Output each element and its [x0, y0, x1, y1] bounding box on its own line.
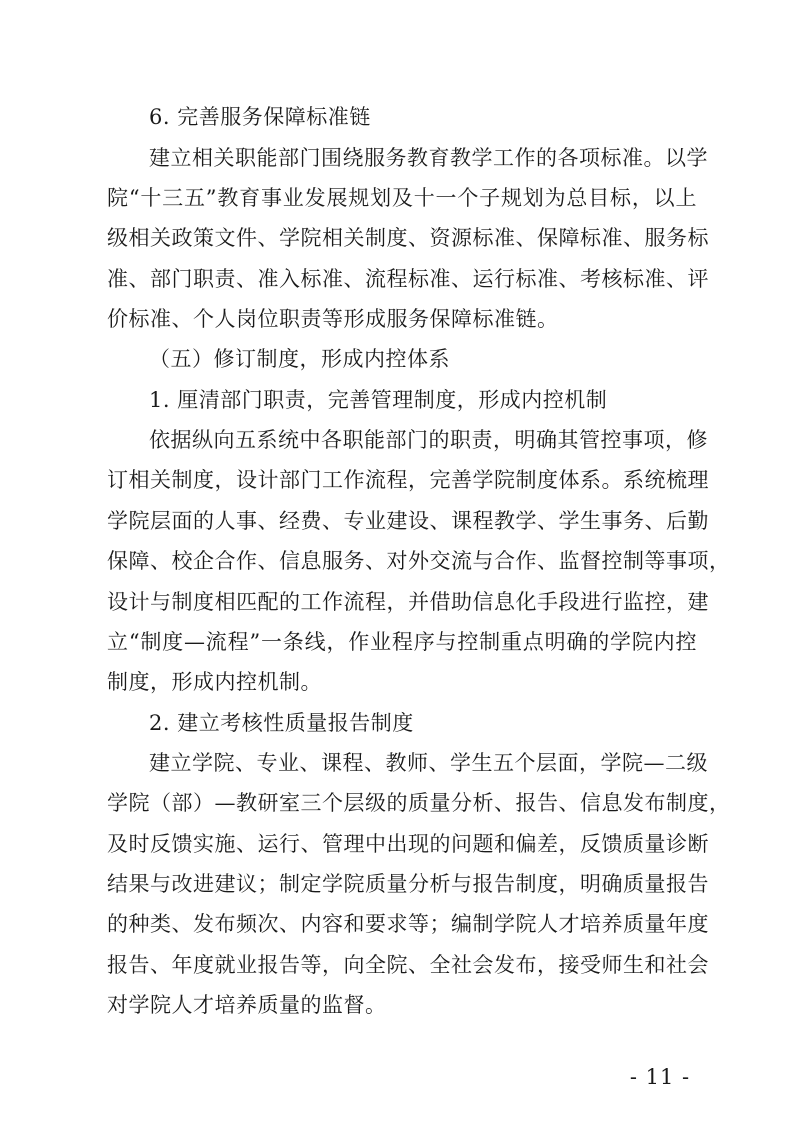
- paragraph-line: 结果与改进建议；制定学院质量分析与报告制度，明确质量报告: [107, 872, 709, 896]
- paragraph-line: 制度，形成内控机制。: [107, 670, 322, 694]
- subsection-heading-1: 1. 厘清部门职责，完善管理制度，形成内控机制: [149, 388, 608, 412]
- paragraph-line: 建立相关职能部门围绕服务教育教学工作的各项标准。以学: [149, 146, 708, 170]
- section-heading-5: （五）修订制度，形成内控体系: [149, 347, 450, 371]
- paragraph-line: 院“十三五”教育事业发展规划及十一个子规划为总目标，以上: [107, 186, 697, 210]
- paragraph-line: 价标准、个人岗位职责等形成服务保障标准链。: [107, 307, 559, 331]
- paragraph-line: 立“制度—流程”一条线，作业程序与控制重点明确的学院内控: [107, 630, 697, 654]
- paragraph-line: 依据纵向五系统中各职能部门的职责，明确其管控事项，修: [149, 428, 708, 452]
- paragraph-line: 学院（部）—教研室三个层级的质量分析、报告、信息发布制度，: [107, 791, 731, 815]
- paragraph-line: 级相关政策文件、学院相关制度、资源标准、保障标准、服务标: [107, 226, 709, 250]
- paragraph-line: 对学院人才培养质量的监督。: [107, 993, 387, 1017]
- paragraph-line: 报告、年度就业报告等，向全院、全社会发布，接受师生和社会: [107, 953, 709, 977]
- paragraph-line: 建立学院、专业、课程、教师、学生五个层面，学院—二级: [149, 751, 708, 775]
- paragraph-line: 的种类、发布频次、内容和要求等；编制学院人才培养质量年度: [107, 912, 709, 936]
- subsection-heading-2: 2. 建立考核性质量报告制度: [149, 711, 414, 735]
- page-number: - 11 -: [629, 1065, 691, 1089]
- section-heading-6: 6. 完善服务保障标准链: [149, 105, 371, 129]
- paragraph-line: 订相关制度，设计部门工作流程，完善学院制度体系。系统梳理: [107, 468, 709, 492]
- paragraph-line: 及时反馈实施、运行、管理中出现的问题和偏差，反馈质量诊断: [107, 832, 709, 856]
- paragraph-line: 保障、校企合作、信息服务、对外交流与合作、监督控制等事项，: [107, 549, 731, 573]
- paragraph-line: 学院层面的人事、经费、专业建设、课程教学、学生事务、后勤: [107, 509, 709, 533]
- paragraph-line: 准、部门职责、准入标准、流程标准、运行标准、考核标准、评: [107, 267, 709, 291]
- paragraph-line: 设计与制度相匹配的工作流程，并借助信息化手段进行监控，建: [107, 590, 709, 614]
